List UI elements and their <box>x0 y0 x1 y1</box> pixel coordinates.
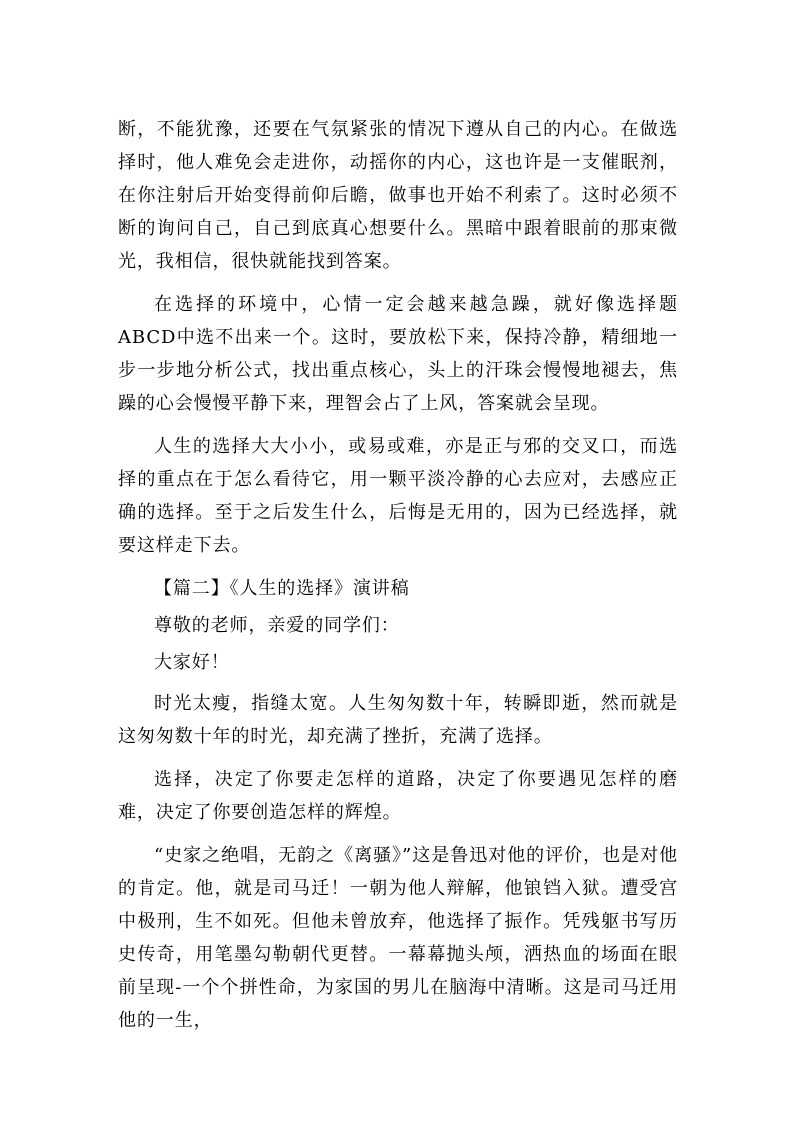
section-heading: 【篇二】《人生的选择》演讲稿 <box>154 578 410 599</box>
salutation: 尊敬的老师，亲爱的同学们： <box>154 615 400 636</box>
paragraph-time: 时光太瘦，指缝太宽。人生匆匆数十年，转瞬即逝，然而就是这匆匆数十年的时光，却充满了挫折，充满了选择。 <box>118 693 678 747</box>
document-body <box>118 113 678 1047</box>
paragraph-choice: 选择，决定了你要走怎样的道路，决定了你要遇见怎样的磨难，决定了你要创造怎样的辉煌。 <box>118 769 678 823</box>
paragraph-conclusion: 人生的选择大大小小，或易或难，亦是正与邪的交叉口，而选择的重点在于怎么看待它，用一颗平淡冷静的心去应对，去感应正确的选择。至于之后发生什么，后悔是无用的，因为已经选择，就要这样走下去。 <box>118 436 678 556</box>
paragraph-anxiety: 在选择的环境中，心情一定会越来越急躁，就好像选择题ABCD中选不出来一个。这时，要放松下来，保持冷静，精细地一步一步地分析公式，找出重点核心，头上的汗珠会慢慢地褪去，焦躁的心会慢慢平静下来，理智会占了上风，答案就会呈现。 <box>118 294 678 414</box>
paragraph-continuation: 断，不能犹豫，还要在气氛紧张的情况下遵从自己的内心。在做选择时，他人难免会走进你，动摇你的内心，这也许是一支催眠剂，在你注射后开始变得前仰后瞻，做事也开始不利索了。这时必须不断的询问自己，自己到底真心想要什么。黑暗中跟着眼前的那束微光，我相信，很快就能找到答案。 <box>118 119 678 272</box>
paragraph-sima-qian: “史家之绝唱，无韵之《离骚》”这是鲁迅对他的评价，也是对他的肯定。他，就是司马迁！一朝为他人辩解，他锒铛入狱。遭受宫中极刑，生不如死。但他未曾放弃，他选择了振作。凭残躯书写历史传奇，用笔墨勾勒朝代更替。一幕幕抛头颅，洒热血的场面在眼前呈现-一个个拼性命，为家国的男儿在脑海中清晰。这是司马迁用他的一生， <box>118 845 678 1031</box>
greeting: 大家好！ <box>154 652 230 673</box>
